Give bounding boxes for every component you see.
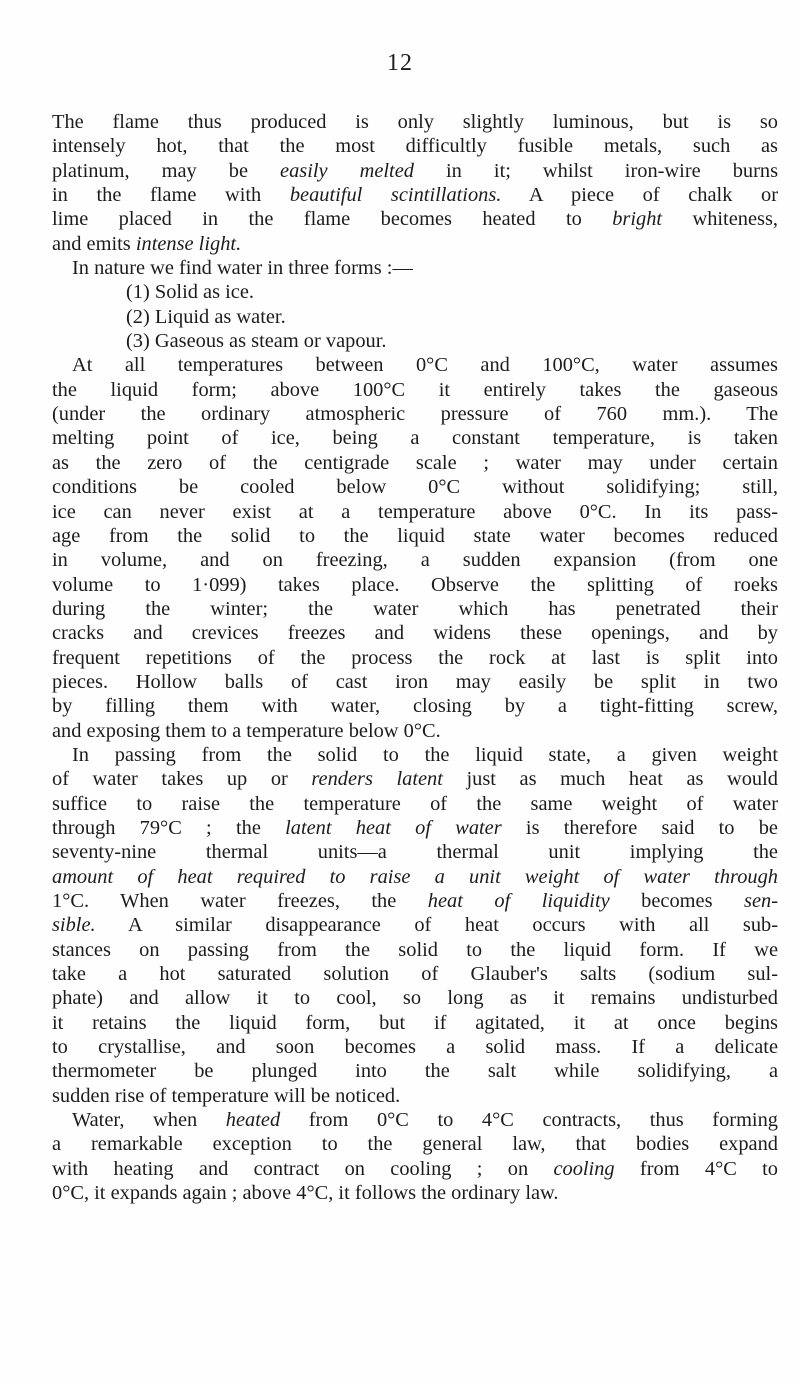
- text-line: in volume, and on freezing, a sudden expansion (from one: [52, 549, 778, 572]
- italic-run: renders latent: [311, 768, 443, 791]
- text-line: [52, 913, 778, 937]
- text-run: 1°C. When water freezes, the: [52, 890, 428, 912]
- text-line: frequent repetitions of the process the rock at last is split into: [52, 646, 778, 669]
- text-line: to crystallise, and soon becomes a solid mass. If a delicate: [52, 1036, 778, 1059]
- text-run: from 0°C to 4°C contracts, thus forming: [280, 1109, 778, 1132]
- text-line: In nature we find water in three forms :—: [72, 257, 413, 280]
- text-line: [52, 889, 778, 913]
- text-run: through 79°C ; the: [52, 816, 286, 839]
- text-line: conditions be cooled below 0°C without solidifying; still,: [52, 476, 778, 499]
- text-line: 0°C, it expands again ; above 4°C, it follows the ordinary law.: [52, 1182, 559, 1205]
- text-run: is therefore said to be: [501, 816, 778, 839]
- text-line: melting point of ice, being a constant temperature, is taken: [52, 427, 778, 450]
- page-number: 12: [387, 50, 413, 76]
- text-line: a remarkable exception to the general law, that bodies expand: [52, 1133, 778, 1156]
- text-run: with heating and contract on cooling ; on: [52, 1157, 554, 1180]
- text-line: ice can never exist at a temperature above 0°C. In its pass-: [52, 500, 778, 523]
- text-line: during the winter; the water which has penetrated their: [52, 597, 778, 620]
- text-line: the liquid form; above 100°C it entirely takes the gaseous: [52, 378, 778, 401]
- italic-run: amount of heat required to raise a unit weight of water through: [52, 865, 778, 888]
- text-line: by filling them with water, closing by a tight-fitting screw,: [52, 695, 778, 718]
- text-line: [52, 1108, 778, 1132]
- text-line: intensely hot, that the most difficultly fusible metals, such as: [52, 135, 778, 158]
- text-line: seventy-nine thermal units—a thermal unit implying the: [52, 841, 778, 864]
- text-line: [52, 816, 778, 840]
- italic-run: cooling: [553, 1157, 615, 1180]
- text-line: age from the solid to the liquid state water becomes reduced: [52, 524, 778, 547]
- text-line: sudden rise of temperature will be noticed.: [52, 1084, 401, 1107]
- italic-run: sen-: [744, 890, 778, 912]
- text-run: whiteness,: [662, 208, 778, 231]
- text-run: becomes: [609, 890, 745, 912]
- text-line: (under the ordinary atmospheric pressure of 760 mm.). The: [52, 403, 778, 426]
- text-run: A similar disappearance of heat occurs with all sub-: [95, 914, 778, 937]
- italic-run: heated: [225, 1109, 281, 1132]
- text-line: [52, 159, 778, 183]
- text-line: [52, 183, 778, 207]
- body-text: [52, 110, 778, 1205]
- text-run: in it; whilst iron-wire burns: [413, 159, 779, 182]
- italic-run: latent heat of water: [285, 816, 502, 839]
- text-line: as the zero of the centigrade scale ; water may under certain: [52, 451, 778, 474]
- text-line: take a hot saturated solution of Glauber's salts (sodium sul-: [52, 963, 778, 986]
- text-run: and emits: [52, 232, 136, 255]
- text-line: phate) and allow it to cool, so long as it remains undisturbed: [52, 987, 778, 1010]
- text-line: (2) Liquid as water.: [126, 305, 286, 328]
- text-line: cracks and crevices freezes and widens these openings, and by: [52, 622, 778, 645]
- text-line: The flame thus produced is only slightly luminous, but is so: [52, 111, 778, 133]
- text-line: stances on passing from the solid to the liquid form. If we: [52, 938, 778, 961]
- text-run: Water, when: [72, 1109, 226, 1132]
- italic-run: intense light.: [135, 232, 242, 255]
- text-run: just as much heat as would: [442, 768, 778, 791]
- text-run: A piece of chalk or: [501, 184, 778, 207]
- text-run: of water takes up or: [52, 768, 312, 791]
- text-line: thermometer be plunged into the salt while solidifying, a: [52, 1060, 778, 1083]
- italic-run: bright: [612, 208, 663, 231]
- text-line: and exposing them to a temperature below 0°C.: [52, 719, 441, 742]
- text-run: platinum, may be: [52, 159, 281, 182]
- text-line: (1) Solid as ice.: [126, 281, 254, 304]
- italic-run: easily melted: [280, 159, 414, 182]
- italic-run: beautiful scintillations.: [289, 184, 502, 207]
- text-run: lime placed in the flame becomes heated to: [52, 208, 613, 231]
- text-line: [52, 767, 778, 791]
- text-line: pieces. Hollow balls of cast iron may easily be split in two: [52, 670, 778, 693]
- text-line: At all temperatures between 0°C and 100°C, water assumes: [72, 354, 778, 377]
- text-line: [52, 232, 778, 256]
- text-run: from 4°C to: [614, 1157, 778, 1180]
- text-line: it retains the liquid form, but if agitated, it at once begins: [52, 1011, 778, 1034]
- text-line: (3) Gaseous as steam or vapour.: [126, 330, 387, 353]
- text-run: in the flame with: [52, 184, 290, 207]
- italic-run: sible.: [52, 914, 96, 937]
- text-line: [52, 1157, 778, 1181]
- text-line: suffice to raise the temperature of the same weight of water: [52, 792, 778, 815]
- text-line: In passing from the solid to the liquid state, a given weight: [72, 743, 778, 766]
- text-line: [52, 207, 778, 231]
- text-line: volume to 1·099) takes place. Observe the splitting of roeks: [52, 573, 778, 596]
- italic-run: heat of liquidity: [427, 890, 610, 912]
- text-line: [52, 865, 778, 889]
